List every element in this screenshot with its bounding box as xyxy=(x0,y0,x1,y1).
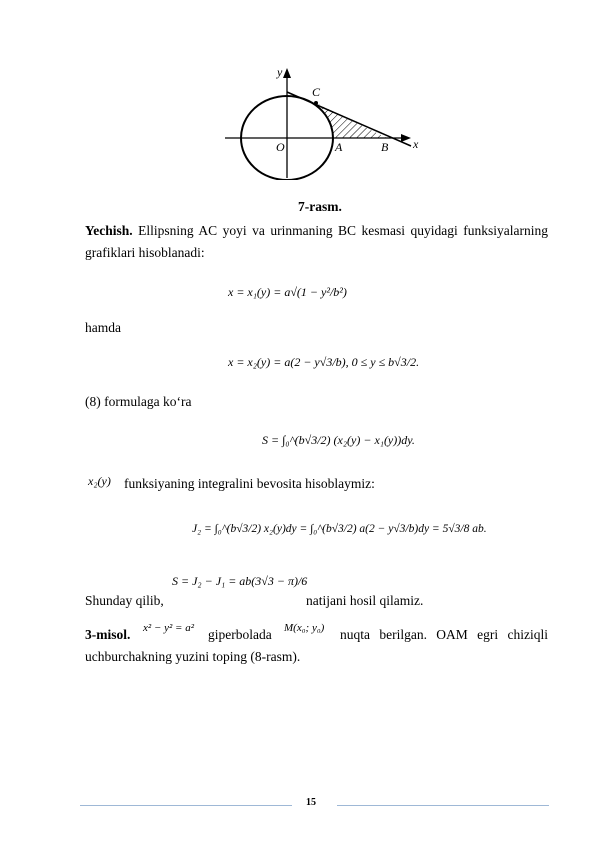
point-c xyxy=(314,101,318,105)
formula-s-result: S = J₂ − J₁ = ab(3√3 − π)/6 xyxy=(172,574,308,588)
misol-lead: 3-misol. xyxy=(85,627,131,642)
label-x: x xyxy=(413,137,419,151)
label-o: O xyxy=(276,140,285,154)
misol-text-1: nuqta berilgan. OAM egri chiziqli xyxy=(340,627,548,642)
solution-paragraph xyxy=(85,220,548,264)
hamda-text: hamda xyxy=(85,320,121,335)
shunday-text: Shunday qilib, xyxy=(85,593,164,608)
x-axis-arrow xyxy=(401,134,411,142)
page-number: 15 xyxy=(306,797,316,808)
label-y: y xyxy=(277,65,283,79)
label-a: A xyxy=(335,140,343,154)
formula-area: S = ∫₀^(b√3/2) (x₂(y) − x₁(y))dy. xyxy=(262,433,415,447)
label-c: C xyxy=(312,85,321,99)
solution-lead: Yechish. xyxy=(85,223,133,238)
y-axis-arrow xyxy=(283,68,291,78)
label-b: B xyxy=(381,140,389,154)
formula-point-m: M(x₀; y₀) xyxy=(284,622,325,634)
formula8-text: (8) formulaga ko‘ra xyxy=(85,394,192,409)
formula-hyperbola: x² − y² = a² xyxy=(143,622,195,634)
formula-x2: x = x₂(y) = a(2 − y√3/b), 0 ≤ y ≤ b√3/2. xyxy=(228,355,420,369)
solution-text: Ellipsning AC yoyi va urinmaning BC kesmasi quyidagi funksiyalarning grafiklari hisoblanadi: xyxy=(85,223,548,260)
ellipse-tangent-figure xyxy=(215,60,430,180)
misol-giperbolada: giperbolada xyxy=(208,627,272,642)
misol-text-2: uchburchakning yuzini toping (8-rasm). xyxy=(85,649,301,664)
formula-j2: J₂ = ∫₀^(b√3/2) x₂(y)dy = ∫₀^(b√3/2) a(2 − y√3/b)dy = 5√3/8 ab. xyxy=(192,523,487,535)
integral-intro-text: funksiyaning integralini bevosita hisoblaymiz: xyxy=(124,476,375,491)
figure-caption: 7-rasm. xyxy=(298,199,342,214)
x2-label: x₂(y) xyxy=(88,474,111,488)
natija-text: natijani hosil qilamiz. xyxy=(306,593,424,608)
footer-line-left xyxy=(80,805,292,806)
footer-line-right xyxy=(337,805,549,806)
formula-x1: x = x₁(y) = a√(1 − y²/b²) xyxy=(228,285,347,299)
